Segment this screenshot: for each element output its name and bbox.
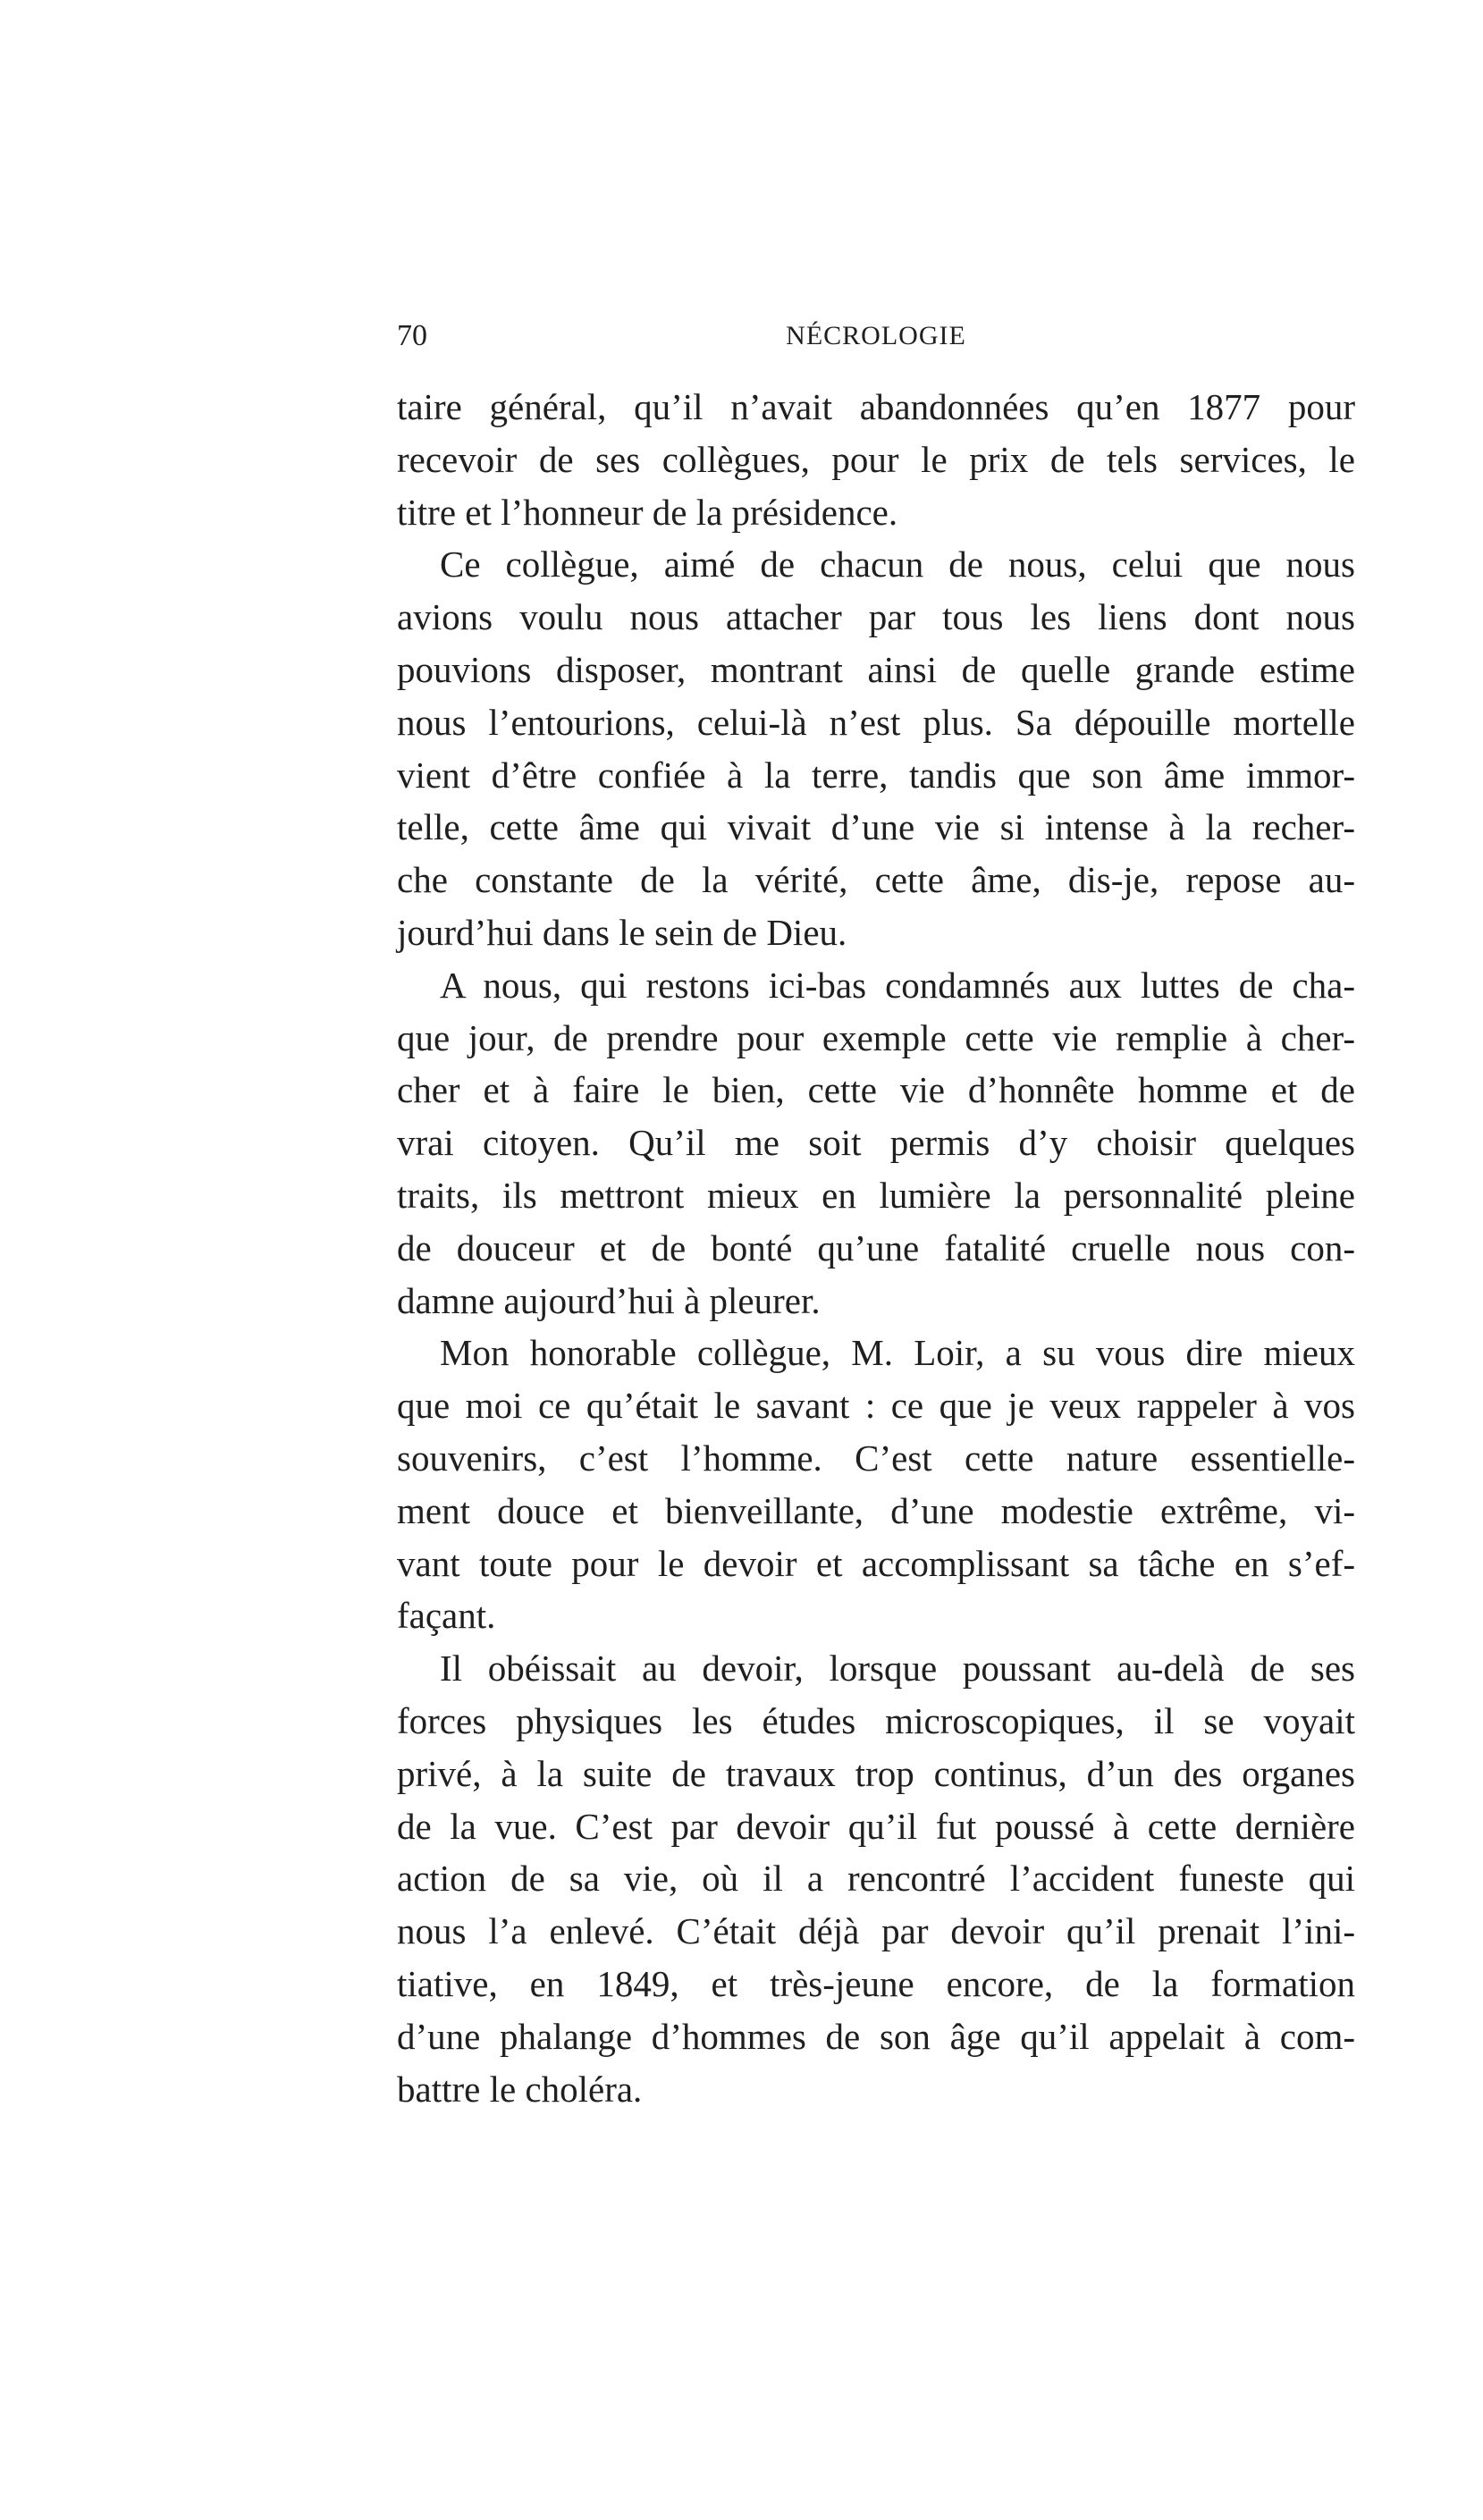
- body-text: [397, 381, 1355, 2115]
- text-line: que jour, de prendre pour exemple cette vie remplie à cher-: [397, 1016, 1355, 1058]
- text-line: damne aujourd’hui à pleurer.: [397, 1279, 821, 1321]
- text-line: nous l’a enlevé. C’était déjà par devoir qu’il prenait l’ini-: [397, 1910, 1355, 1952]
- text-line: tiative, en 1849, et très-jeune encore, de la formation: [397, 1962, 1355, 2004]
- running-title: NÉCROLOGIE: [786, 321, 966, 350]
- text-line: vrai citoyen. Qu’il me soit permis d’y choisir quelques: [397, 1122, 1355, 1164]
- paragraph: [397, 959, 1355, 1327]
- text-line: ment douce et bienveillante, d’une modestie extrême, vi-: [397, 1489, 1355, 1531]
- text-line: souvenirs, c’est l’homme. C’est cette nature essentielle-: [397, 1437, 1355, 1479]
- text-line: Il obéissait au devoir, lorsque poussant au-delà de ses: [440, 1648, 1355, 1690]
- text-line: taire général, qu’il n’avait abandonnées qu’en 1877 pour: [397, 386, 1355, 427]
- paragraph: [397, 538, 1355, 958]
- paragraph: [397, 1327, 1355, 1642]
- text-line: cher et à faire le bien, cette vie d’honnête homme et de: [397, 1069, 1355, 1111]
- text-line: vient d’être confiée à la terre, tandis que son âme immor-: [397, 754, 1355, 796]
- text-line: avions voulu nous attacher par tous les liens dont nous: [397, 596, 1355, 638]
- text-line: Ce collègue, aimé de chacun de nous, celui que nous: [440, 544, 1355, 586]
- text-line: que moi ce qu’était le savant : ce que je veux rappeler à vos: [397, 1385, 1355, 1427]
- paragraph: [397, 1642, 1355, 2115]
- text-line: battre le choléra.: [397, 2068, 643, 2110]
- text-line: che constante de la vérité, cette âme, dis-je, repose au-: [397, 859, 1355, 901]
- page-number: 70: [397, 319, 427, 352]
- text-line: de la vue. C’est par devoir qu’il fut poussé à cette dernière: [397, 1805, 1355, 1847]
- running-head: [397, 315, 1355, 358]
- text-line: privé, à la suite de travaux trop continus, d’un des organes: [397, 1752, 1355, 1794]
- text-line: action de sa vie, où il a rencontré l’accident funeste qui: [397, 1858, 1355, 1900]
- text-line: nous l’entourions, celui-là n’est plus. Sa dépouille mortelle: [397, 701, 1355, 743]
- text-line: de douceur et de bonté qu’une fatalité cruelle nous con-: [397, 1226, 1355, 1268]
- text-line: A nous, qui restons ici-bas condamnés aux luttes de cha-: [440, 964, 1355, 1006]
- text-line: pouvions disposer, montrant ainsi de quelle grande estime: [397, 648, 1355, 690]
- text-line: forces physiques les études microscopiques, il se voyait: [397, 1699, 1355, 1741]
- text-line: Mon honorable collègue, M. Loir, a su vous dire mieux: [440, 1332, 1355, 1374]
- text-line: titre et l’honneur de la présidence.: [397, 491, 898, 533]
- paragraph: [397, 381, 1355, 538]
- text-line: façant.: [397, 1595, 496, 1637]
- text-line: traits, ils mettront mieux en lumière la personnalité pleine: [397, 1174, 1355, 1216]
- text-line: telle, cette âme qui vivait d’une vie si intense à la recher-: [397, 806, 1355, 848]
- text-line: recevoir de ses collègues, pour le prix de tels services, le: [397, 438, 1355, 480]
- text-line: d’une phalange d’hommes de son âge qu’il appelait à com-: [397, 2015, 1355, 2057]
- text-line: vant toute pour le devoir et accomplissant sa tâche en s’ef-: [397, 1542, 1355, 1584]
- text-line: jourd’hui dans le sein de Dieu.: [397, 911, 847, 953]
